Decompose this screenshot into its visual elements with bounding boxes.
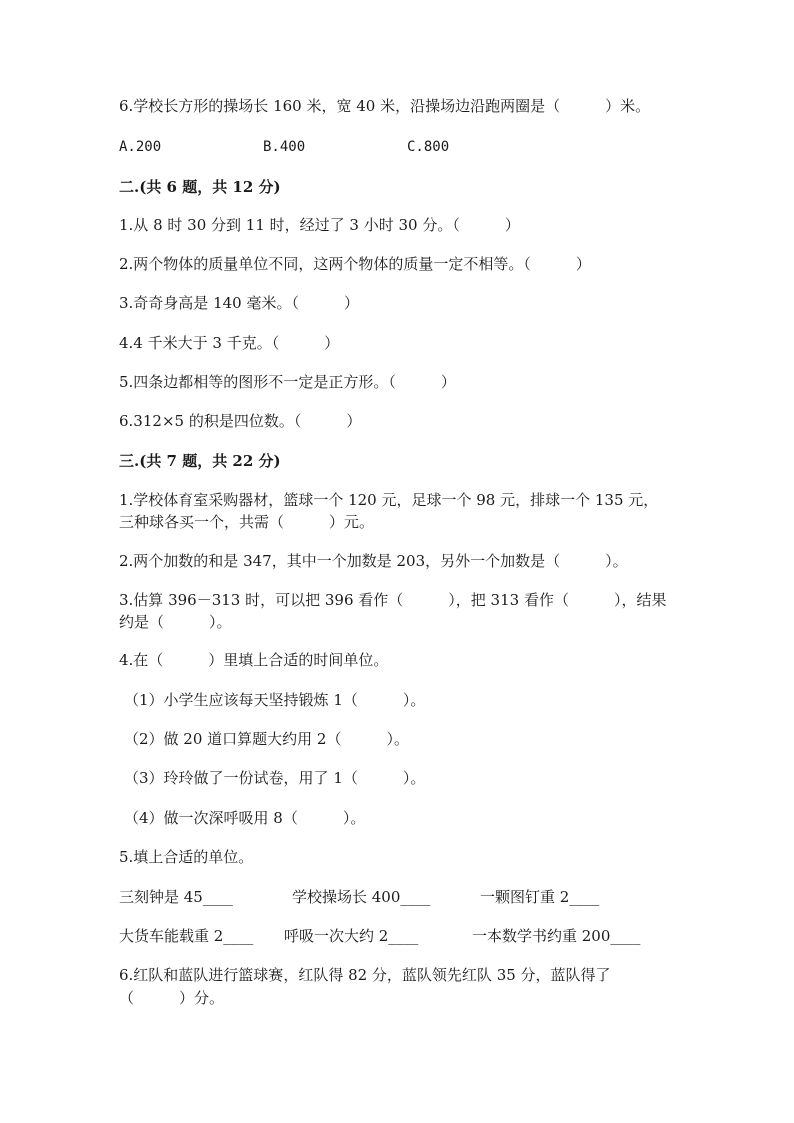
question-mc-6: 6.学校长方形的操场长 160 米，宽 40 米，沿操场边沿跑两圈是（ ）米。 — [119, 97, 651, 115]
fill-question-1-line-2: 三种球各买一个，共需（ ）元。 — [119, 513, 375, 531]
fill-question-2: 2.两个加数的和是 347，其中一个加数是 203，另外一个加数是（ ）。 — [119, 552, 628, 570]
unit-blank-4: 大货车能载重 2____ — [119, 927, 254, 945]
judge-question-6: 6.312×5 的积是四位数。（ ） — [119, 412, 362, 430]
unit-blank-1: 三刻钟是 45____ — [119, 888, 233, 906]
judge-question-5: 5.四条边都相等的图形不一定是正方形。（ ） — [119, 373, 456, 391]
fill-question-6-line-2: （ ）分。 — [119, 989, 225, 1007]
fill-question-4-sub-2: （2）做 20 道口算题大约用 2（ ）。 — [124, 730, 409, 748]
fill-question-4-sub-4: （4）做一次深呼吸用 8（ ）。 — [124, 809, 366, 827]
option-a: A.200 — [119, 139, 162, 155]
unit-blank-3: 一颗图钉重 2____ — [480, 888, 600, 906]
unit-blank-5: 呼吸一次大约 2____ — [284, 927, 419, 945]
fill-question-3-line-2: 约是（ ）。 — [119, 613, 232, 631]
fill-question-4-sub-1: （1）小学生应该每天坚持锻炼 1（ ）。 — [124, 691, 426, 709]
judge-question-4: 4.4 千米大于 3 千克。（ ） — [119, 334, 340, 352]
fill-question-5-stem: 5.填上合适的单位。 — [119, 848, 254, 866]
fill-question-4-stem: 4.在（ ）里填上合适的时间单位。 — [119, 651, 389, 669]
judge-question-1: 1.从 8 时 30 分到 11 时，经过了 3 小时 30 分。（ ） — [119, 216, 520, 234]
fill-question-4-sub-3: （3）玲玲做了一份试卷，用了 1（ ）。 — [124, 769, 426, 787]
section-2-heading: 二.(共 6 题，共 12 分) — [119, 178, 281, 196]
unit-blank-2: 学校操场长 400____ — [292, 888, 431, 906]
option-c: C.800 — [407, 139, 450, 155]
fill-question-6-line-1: 6.红队和蓝队进行篮球赛，红队得 82 分，蓝队领先红队 35 分，蓝队得了 — [119, 966, 611, 984]
section-3-heading: 三.(共 7 题，共 22 分) — [119, 452, 281, 470]
judge-question-2: 2.两个物体的质量单位不同，这两个物体的质量一定不相等。（ ） — [119, 255, 591, 273]
option-b: B.400 — [263, 139, 306, 155]
unit-blank-6: 一本数学书约重 200____ — [472, 927, 641, 945]
fill-question-3-line-1: 3.估算 396－313 时，可以把 396 看作（ ），把 313 看作（ ），结果 — [119, 591, 667, 609]
fill-question-1-line-1: 1.学校体育室采购器材，篮球一个 120 元，足球一个 98 元，排球一个 135 元， — [119, 491, 659, 509]
judge-question-3: 3.奇奇身高是 140 毫米。（ ） — [119, 294, 359, 312]
